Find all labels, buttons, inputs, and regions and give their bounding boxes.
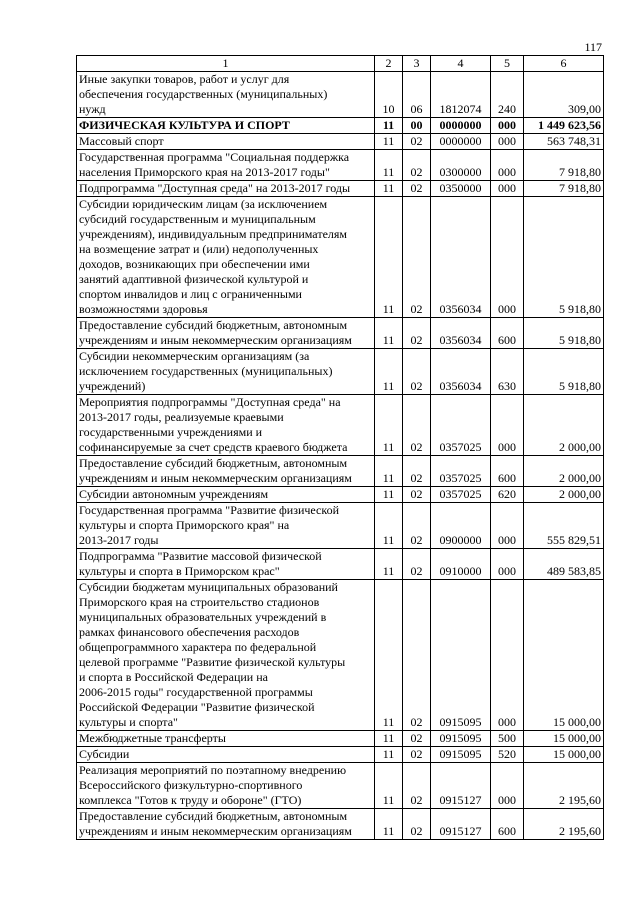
row-target-item: 0000000 [431,118,491,134]
row-section: 11 [375,349,403,395]
row-amount: 15 000,00 [524,731,604,747]
row-subsection: 02 [403,181,431,197]
table-row [77,763,604,809]
row-target-item: 0915095 [431,580,491,731]
row-expense-type: 000 [491,549,524,580]
row-subsection: 02 [403,349,431,395]
row-amount: 5 918,80 [524,349,604,395]
row-target-item: 0915095 [431,731,491,747]
row-target-item: 0357025 [431,395,491,456]
row-amount: 5 918,80 [524,197,604,318]
row-subsection: 02 [403,731,431,747]
row-subsection: 02 [403,150,431,181]
column-header-expense-type: 5 [491,56,524,72]
row-amount: 563 748,31 [524,134,604,150]
row-section: 11 [375,318,403,349]
row-name: Государственная программа "Развитие физической культуры и спорта Приморского края" на 2013-2017 годы [77,503,375,549]
row-expense-type: 240 [491,72,524,118]
table-row [77,503,604,549]
row-target-item: 0300000 [431,150,491,181]
row-section: 11 [375,763,403,809]
column-header-name: 1 [77,56,375,72]
table-row [77,118,604,134]
row-subsection: 02 [403,809,431,840]
table-row [77,731,604,747]
table-row [77,72,604,118]
row-target-item: 0356034 [431,318,491,349]
row-subsection: 02 [403,580,431,731]
row-name: Субсидии [77,747,375,763]
row-section: 11 [375,456,403,487]
row-expense-type: 000 [491,118,524,134]
row-name: Субсидии бюджетам муниципальных образований Приморского края на строительство стадионов муниципальных образовательных учреждений в рамках финансового обеспечения расходов общепрограммного характера по федеральной целевой программе "Развитие физической культуры и спорта в Российской Федерации на 2006-2015 годы" государственной программы Российской Федерации "Развитие физической культуры и спорта" [77,580,375,731]
row-section: 11 [375,197,403,318]
row-target-item: 1812074 [431,72,491,118]
row-target-item: 0357025 [431,456,491,487]
row-name: Субсидии юридическим лицам (за исключением субсидий государственным и муниципальным учреждениям), индивидуальным предпринимателям на возмещение затрат и (или) недополученных доходов, возникающих при обеспечении ими занятий адаптивной физической культурой и спортом инвалидов и лиц с ограниченными возможностями здоровья [77,197,375,318]
table-row [77,487,604,503]
row-target-item: 0357025 [431,487,491,503]
row-name: Государственная программа "Социальная поддержка населения Приморского края на 2013-2017 годы" [77,150,375,181]
row-expense-type: 500 [491,731,524,747]
row-subsection: 02 [403,456,431,487]
row-target-item: 0900000 [431,503,491,549]
row-subsection: 02 [403,395,431,456]
row-name: Субсидии некоммерческим организациям (за исключением государственных (муниципальных) учреждений) [77,349,375,395]
row-expense-type: 000 [491,395,524,456]
row-section: 11 [375,731,403,747]
row-name: Реализация мероприятий по поэтапному внедрению Всероссийского физкультурно-спортивного комплекса "Готов к труду и обороне" (ГТО) [77,763,375,809]
row-section: 11 [375,747,403,763]
row-name: Иные закупки товаров, работ и услуг для обеспечения государственных (муниципальных) нужд [77,72,375,118]
row-section: 11 [375,487,403,503]
row-section: 11 [375,580,403,731]
table-row [77,181,604,197]
row-amount: 489 583,85 [524,549,604,580]
table-row [77,747,604,763]
row-amount: 2 195,60 [524,809,604,840]
row-target-item: 0915127 [431,763,491,809]
row-target-item: 0356034 [431,197,491,318]
row-subsection: 02 [403,549,431,580]
row-subsection: 02 [403,197,431,318]
row-expense-type: 000 [491,134,524,150]
row-section: 11 [375,150,403,181]
row-name: Мероприятия подпрограммы "Доступная среда" на 2013-2017 годы, реализуемые краевыми государственными учреждениями и софинансируемые за счет средств краевого бюджета [77,395,375,456]
row-subsection: 02 [403,487,431,503]
row-expense-type: 600 [491,456,524,487]
row-expense-type: 000 [491,197,524,318]
row-amount: 1 449 623,56 [524,118,604,134]
row-amount: 2 195,60 [524,763,604,809]
row-target-item: 0000000 [431,134,491,150]
row-name: Массовый спорт [77,134,375,150]
row-expense-type: 000 [491,181,524,197]
row-amount: 5 918,80 [524,318,604,349]
row-name: Межбюджетные трансферты [77,731,375,747]
column-header-subsection: 3 [403,56,431,72]
row-amount: 7 918,80 [524,181,604,197]
row-target-item: 0910000 [431,549,491,580]
row-expense-type: 600 [491,809,524,840]
column-header-section: 2 [375,56,403,72]
row-name: Предоставление субсидий бюджетным, автономным учреждениям и иным некоммерческим организациям [77,318,375,349]
row-expense-type: 620 [491,487,524,503]
table-row [77,580,604,731]
row-section: 11 [375,181,403,197]
row-expense-type: 000 [491,150,524,181]
row-amount: 7 918,80 [524,150,604,181]
row-section: 11 [375,809,403,840]
row-subsection: 02 [403,318,431,349]
page-number: 117 [584,40,602,54]
row-target-item: 0356034 [431,349,491,395]
row-amount: 555 829,51 [524,503,604,549]
table-row [77,809,604,840]
row-name: ФИЗИЧЕСКАЯ КУЛЬТУРА И СПОРТ [77,118,375,134]
budget-table [76,55,604,840]
row-subsection: 06 [403,72,431,118]
row-name: Предоставление субсидий бюджетным, автономным учреждениям и иным некоммерческим организациям [77,456,375,487]
row-amount: 2 000,00 [524,487,604,503]
row-subsection: 02 [403,763,431,809]
row-target-item: 0915095 [431,747,491,763]
row-subsection: 02 [403,503,431,549]
table-row [77,395,604,456]
row-name: Подпрограмма "Доступная среда" на 2013-2017 годы [77,181,375,197]
table-row [77,549,604,580]
table-row [77,349,604,395]
row-section: 11 [375,395,403,456]
row-section: 11 [375,134,403,150]
column-header-amount: 6 [524,56,604,72]
row-expense-type: 000 [491,503,524,549]
row-subsection: 00 [403,118,431,134]
table-row [77,456,604,487]
row-amount: 309,00 [524,72,604,118]
row-expense-type: 000 [491,763,524,809]
column-header-target-item: 4 [431,56,491,72]
row-name: Предоставление субсидий бюджетным, автономным учреждениям и иным некоммерческим организациям [77,809,375,840]
row-amount: 15 000,00 [524,747,604,763]
table-row [77,197,604,318]
row-section: 11 [375,118,403,134]
row-amount: 2 000,00 [524,456,604,487]
row-subsection: 02 [403,747,431,763]
table-row [77,318,604,349]
row-section: 11 [375,503,403,549]
row-expense-type: 600 [491,318,524,349]
row-amount: 15 000,00 [524,580,604,731]
row-expense-type: 520 [491,747,524,763]
row-subsection: 02 [403,134,431,150]
row-amount: 2 000,00 [524,395,604,456]
row-expense-type: 000 [491,580,524,731]
header-row [77,56,604,72]
row-target-item: 0350000 [431,181,491,197]
row-section: 11 [375,549,403,580]
table-row [77,150,604,181]
row-section: 10 [375,72,403,118]
row-expense-type: 630 [491,349,524,395]
row-name: Подпрограмма "Развитие массовой физической культуры и спорта в Приморском крас" [77,549,375,580]
row-target-item: 0915127 [431,809,491,840]
row-name: Субсидии автономным учреждениям [77,487,375,503]
table-row [77,134,604,150]
